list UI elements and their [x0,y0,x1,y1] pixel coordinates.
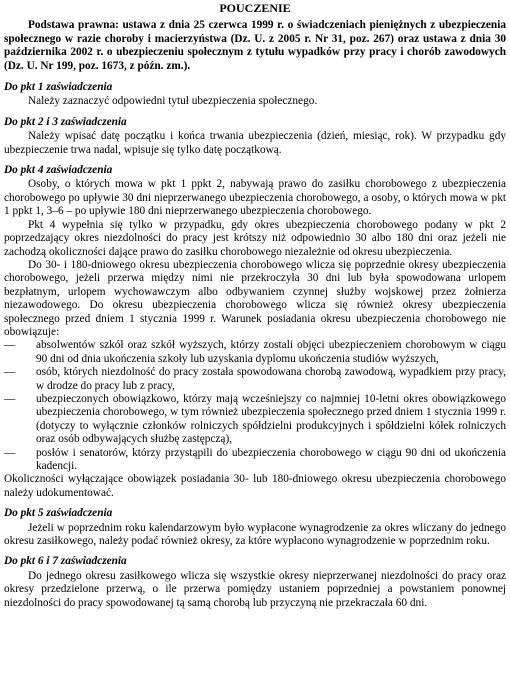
list-item-text: absolwentów szkół oraz szkół wyższych, którzy zostali objęci ubezpieczeniem chorobowym w ciągu 90 dni od dnia ukończenia szkoły lub uzyskania dyplomu ukończenia studiów wyższych, [36,339,506,365]
exemption-list [4,339,506,473]
section-paragraph: Jeżeli w poprzednim roku kalendarzowym było wypłacone wynagrodzenie za okres wliczany do jednego okresu zasiłkowego, należy podać również okresy, za które wypłacono wynagrodzenie w poprzednim roku. [4,521,506,548]
section-paragraph: Należy zaznaczyć odpowiedni tytuł ubezpieczenia społecznego. [28,95,318,108]
section-paragraph: Do 30- i 180-dniowego okresu ubezpieczenia chorobowego wlicza się poprzednie okresy ubezpieczenia chorobowego, jeżeli przerwa między nimi nie przekroczyła 30 dni lub była spowodowana urlopem bezpłatnym, urlopem wychowawczym albo odbywaniem czynnej służby wojskowej przez żołnierza niezawodowego. Do okresu ubezpieczenia chorobowego wlicza się również okresy ubezpieczenia społecznego przed dniem 1 stycznia 1999 r. Warunek posiadania okresu ubezpieczenia chorobowego nie obowiązuje: [4,258,506,338]
list-dash: — [4,392,16,405]
section-heading: Do pkt 6 i 7 zaświadczenia [4,555,127,568]
list-item [4,393,506,447]
list-item [4,447,506,474]
section-heading: Do pkt 5 zaświadczenia [4,507,113,520]
list-item-text: ubezpieczonych obowiązkowo, którzy mają wcześniejszy co najmniej 10-letni okres obowiązkowego ubezpieczenia chorobowego, w tym również ubezpieczenia społecznego przed dniem 1 stycznia 1999 r. (dotyczy to wyłącznie członków rolniczych spółdzielni produkcyjnych i spółdzielni kółek rolniczych oraz osób odbywających służbę zastępczą), [36,392,506,446]
section-paragraph: Należy wpisać datę początku i końca trwania ubezpieczenia (dzień, miesiąc, rok). W przypadku gdy ubezpieczenie trwa nadal, wpisuje się tylko datę początkową. [4,130,506,156]
section-heading: Do pkt 4 zaświadczenia [4,164,113,177]
section-heading: Do pkt 1 zaświadczenia [4,81,113,94]
section-paragraph: Okoliczności wyłączające obowiązek posiadania 30- lub 180-dniowego okresu ubezpieczenia chorobowego należy udokumentować. [4,473,506,499]
list-dash: — [4,339,16,352]
page-title: POUCZENIE [219,1,291,15]
legal-basis: Podstawa prawna: ustawa z dnia 25 czerwca 1999 r. o świadczeniach pieniężnych z ubezpieczenia społecznego w razie choroby i macierzyństwa (Dz. U. z 2005 r. Nr 31, poz. 267) oraz ustawa z dnia 30 października 2002 r. o ubezpieczeniu społecznym z tytułu wypadków przy pracy i chorób zawodowych (Dz. U. Nr 199, poz. 1673, z późn. zm.). [4,19,506,72]
list-dash: — [4,446,16,459]
list-item-text: posłów i senatorów, którzy przystąpili do ubezpieczenia chorobowego w ciągu 90 dni od ukończenia kadencji. [36,446,506,472]
section-heading: Do pkt 2 i 3 zaświadczenia [4,115,127,128]
list-item-text: osób, których niezdolność do pracy została spowodowana chorobą zawodową, wypadkiem przy pracy, w drodze do pracy lub z pracy, [36,366,506,392]
list-dash: — [4,366,16,379]
section-paragraph: Do jednego okresu zasiłkowego wlicza się wszystkie okresy nieprzerwanej niezdolności do pracy oraz okresy przedzielone przerwą, o ile przerwa pomiędzy ustaniem poprzedniej a powstaniem ponownej niezdolności do pracy spowodowanej tą samą chorobą lub przyczyną nie przekraczała 60 dni. [4,569,506,609]
section-paragraph: Pkt 4 wypełnia się tylko w przypadku, gdy okres ubezpieczenia chorobowego podany w pkt 2 poprzedzający okres niezdolności do pracy jest krótszy niż odpowiednio 30 albo 180 dni oraz jeżeli nie zachodzą okoliczności dające prawo do zasiłku chorobowego niezależnie od okresu ubezpieczenia. [4,218,506,258]
list-item [4,339,506,366]
section-paragraph: Osoby, o których mowa w pkt 1 ppkt 2, nabywają prawo do zasiłku chorobowego z ubezpieczenia chorobowego po upływie 30 dni nieprzerwanego ubezpieczenia chorobowego, a osoby, o których mowa w pkt 1 ppkt 1, 3–6 – po upływie 180 dni nieprzerwanego ubezpieczenia chorobowego. [4,178,506,218]
list-item [4,366,506,393]
